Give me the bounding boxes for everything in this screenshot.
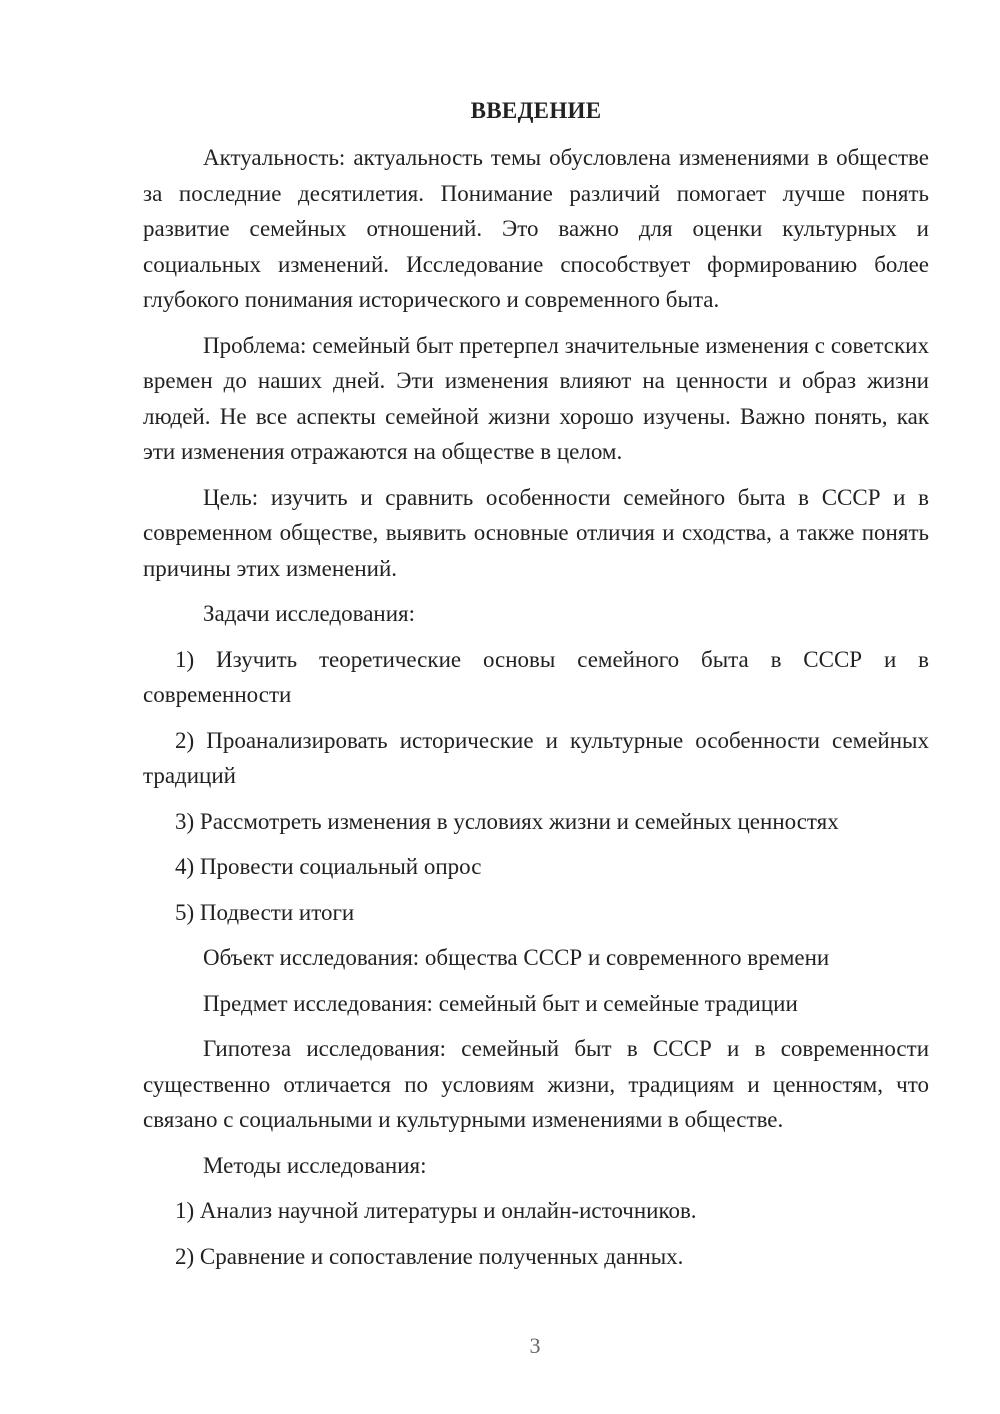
task-item: 3) Рассмотреть изменения в условиях жизни и семейных ценностях — [175, 808, 839, 834]
paragraph-goal: Цель: изучить и сравнить особенности семейного быта в СССР и в современном обществе, выявить основные отличия и сходства, а также понять причины этих изменений. — [143, 484, 929, 581]
task-item: 1) Изучить теоретические основы семейного быта в СССР и в современности — [143, 646, 929, 707]
research-subject: Предмет исследования: семейный быт и семейные традиции — [203, 990, 798, 1016]
document-body — [143, 95, 929, 1274]
method-item: 1) Анализ научной литературы и онлайн-источников. — [175, 1198, 697, 1223]
page-title: ВВЕДЕНИЕ — [470, 98, 602, 123]
task-item: 4) Провести социальный опрос — [175, 854, 482, 879]
page-number: 3 — [529, 1333, 541, 1358]
task-item: 2) Проанализировать исторические и культурные особенности семейных традиций — [143, 727, 929, 788]
task-item: 5) Подвести итоги — [175, 899, 355, 925]
method-item: 2) Сравнение и сопоставление полученных данных. — [175, 1243, 684, 1269]
research-object: Объект исследования: общества СССР и современного времени — [203, 945, 830, 970]
tasks-heading: Задачи исследования: — [203, 601, 416, 626]
paragraph-relevance: Актуальность: актуальность темы обусловлена изменениями в обществе за последние десятилетия. Понимание различий помогает лучше понять развитие семейных отношений. Это важно для оценки культурных и социальных изменений. Исследование способствует формированию более глубокого понимания исторического и современного быта. — [143, 145, 929, 312]
paragraph-problem: Проблема: семейный быт претерпел значительные изменения с советских времен до наших дней. Эти изменения влияют на ценности и образ жизни людей. Не все аспекты семейной жизни хорошо изучены. Важно понять, как эти изменения отражаются на обществе в целом. — [143, 332, 929, 464]
research-hypothesis: Гипотеза исследования: семейный быт в СССР и в современности существенно отличается по условиям жизни, традициям и ценностям, что связано с социальными и культурными изменениями в обществе. — [143, 1036, 929, 1132]
methods-heading: Методы исследования: — [203, 1152, 427, 1178]
